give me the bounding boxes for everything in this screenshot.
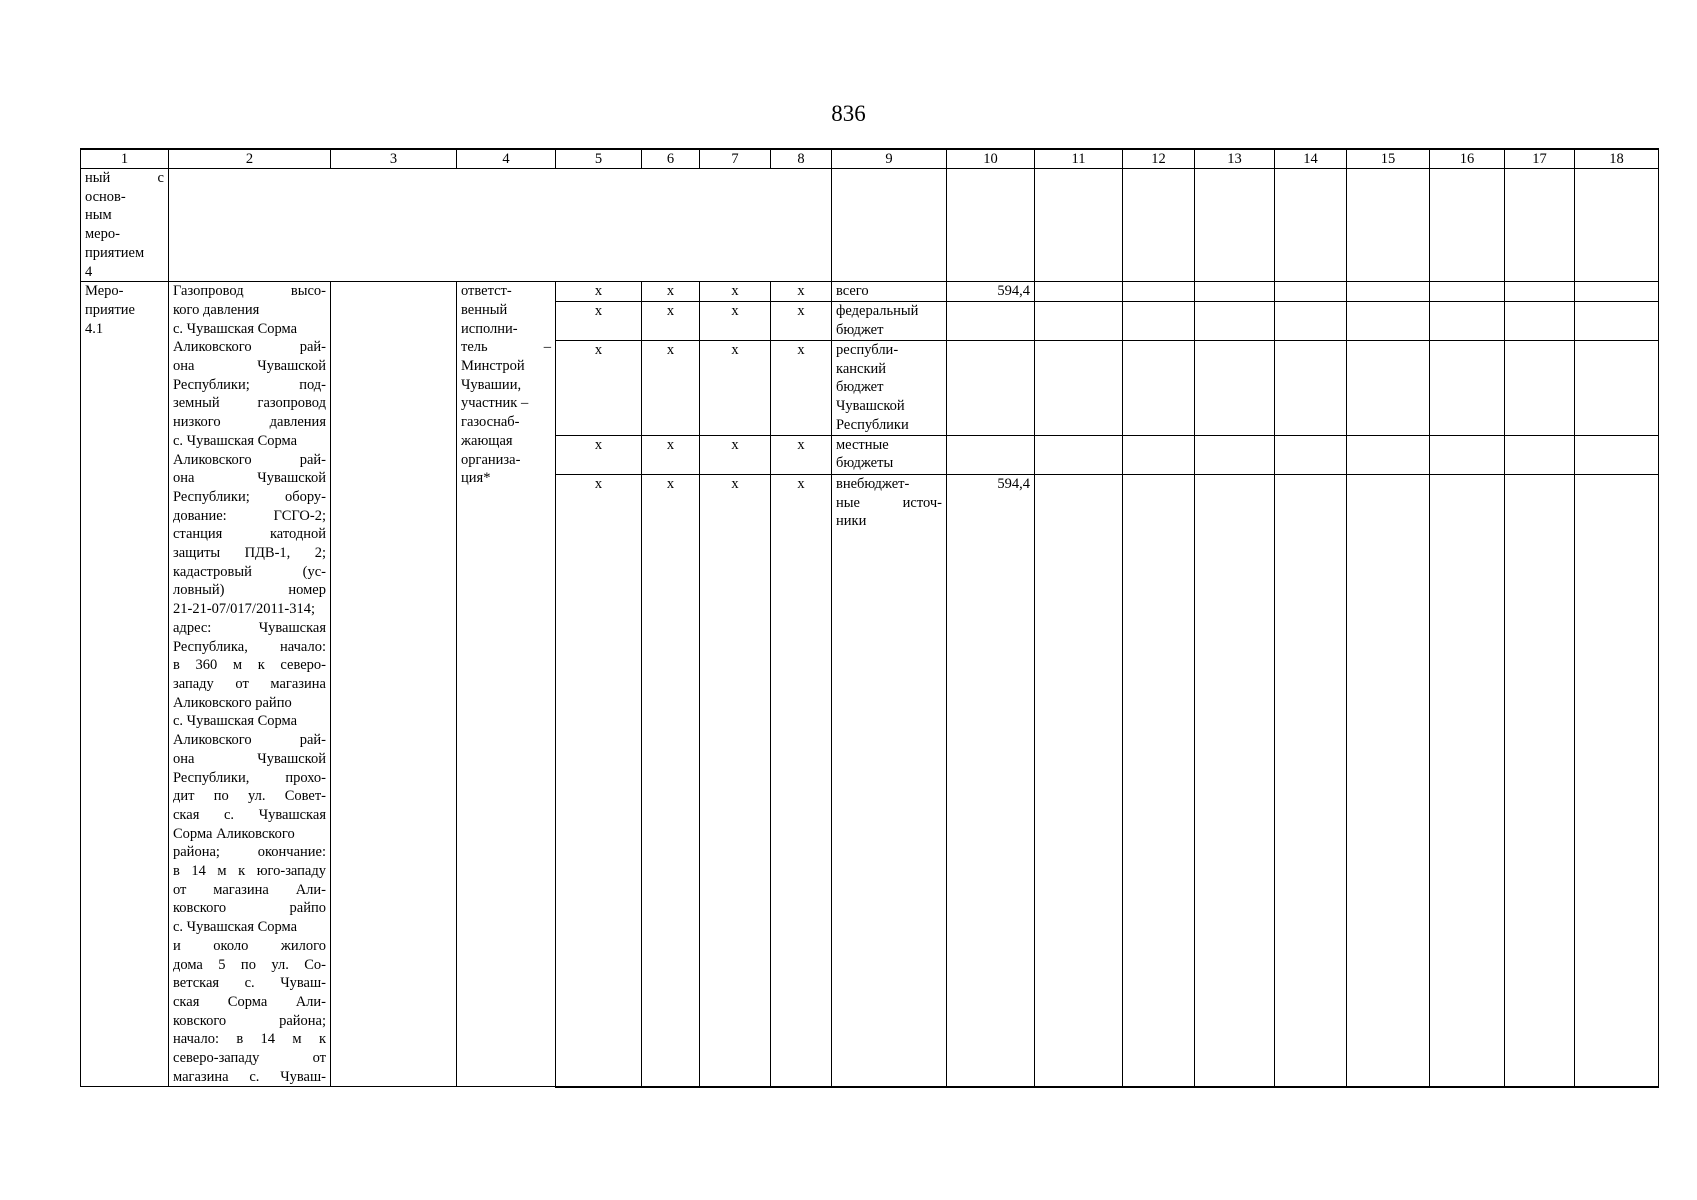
funding-source: всего [832, 282, 947, 302]
code-cell: х [556, 340, 642, 435]
column-number: 3 [331, 149, 457, 169]
funding-row-total [81, 282, 1659, 302]
code-cell: х [771, 282, 832, 302]
amount-cell [947, 302, 1035, 341]
amount-cell: 594,4 [947, 282, 1035, 302]
column-number: 9 [832, 149, 947, 169]
column-number: 16 [1430, 149, 1505, 169]
page-number: 836 [831, 101, 866, 126]
continuation-label: ный с основ- ным меро- приятием 4 [81, 169, 169, 282]
funding-source: республи- канский бюджет Чувашской Республики [832, 340, 947, 435]
code-cell: х [700, 282, 771, 302]
amount-cell [947, 435, 1035, 474]
code-cell: х [556, 474, 642, 1087]
column-number: 12 [1123, 149, 1195, 169]
code-cell: х [556, 435, 642, 474]
event-label: Меро- приятие 4.1 [81, 282, 169, 1087]
code-cell: х [556, 302, 642, 341]
column-number: 7 [700, 149, 771, 169]
code-cell: х [642, 302, 700, 341]
code-cell: х [771, 340, 832, 435]
executor: ответст- венный исполни- тель – Минстрой Чувашии, участник – газоснаб- жающая организа- ция* [457, 282, 556, 1087]
funding-source: местные бюджеты [832, 435, 947, 474]
code-cell: х [642, 435, 700, 474]
column-number: 2 [169, 149, 331, 169]
column-number: 13 [1195, 149, 1275, 169]
code-cell: х [700, 302, 771, 341]
code-cell: х [556, 282, 642, 302]
column-number: 5 [556, 149, 642, 169]
column-number: 15 [1347, 149, 1430, 169]
column-number: 17 [1505, 149, 1575, 169]
object-description: Газопровод высо- кого давления с. Чувашская Сорма Аликовского рай- она Чувашской Республики; под- земный газопровод низкого давления с. Чувашская Сорма Аликовского рай- она Чувашской Республики; обору- дование: ГСГО-2; станция катодной защиты ПДВ-1, 2; кадастровый (ус- ловный) номер 21-21-07/017/2011-314; адрес: Чувашская Республика, начало: в 360 м к северо- западу от магазина Аликовского райпо с. Чувашская Сорма Аликовского рай- она Чувашской Республики, прохо- дит по ул. Совет- ская с. Чувашская Сорма Аликовского района; окончание: в 14 м к юго-западу от магазина Али- ковского райпо с. Чувашская Сорма и около жилого дома 5 по ул. Со- ветская с. Чуваш- ская Сорма Али- ковского района; начало: в 14 м к северо-западу от магазина с. Чуваш- [169, 282, 331, 1087]
column-number: 4 [457, 149, 556, 169]
column-number: 18 [1575, 149, 1659, 169]
column-number: 8 [771, 149, 832, 169]
budget-table [80, 148, 1659, 1088]
code-cell: х [771, 474, 832, 1087]
code-cell: х [700, 435, 771, 474]
code-cell: х [771, 435, 832, 474]
code-cell: х [642, 474, 700, 1087]
column-number: 11 [1035, 149, 1123, 169]
amount-cell [947, 340, 1035, 435]
funding-source: федеральный бюджет [832, 302, 947, 341]
empty-col3 [331, 282, 457, 1087]
code-cell: х [642, 340, 700, 435]
column-number: 10 [947, 149, 1035, 169]
empty-merged-cell [169, 169, 832, 282]
amount-cell: 594,4 [947, 474, 1035, 1087]
column-number: 6 [642, 149, 700, 169]
column-number-row [81, 149, 1659, 169]
column-number: 14 [1275, 149, 1347, 169]
code-cell: х [700, 474, 771, 1087]
code-cell: х [642, 282, 700, 302]
continuation-row [81, 169, 1659, 282]
column-number: 1 [81, 149, 169, 169]
code-cell: х [700, 340, 771, 435]
funding-source: внебюджет- ные источ- ники [832, 474, 947, 1087]
code-cell: х [771, 302, 832, 341]
